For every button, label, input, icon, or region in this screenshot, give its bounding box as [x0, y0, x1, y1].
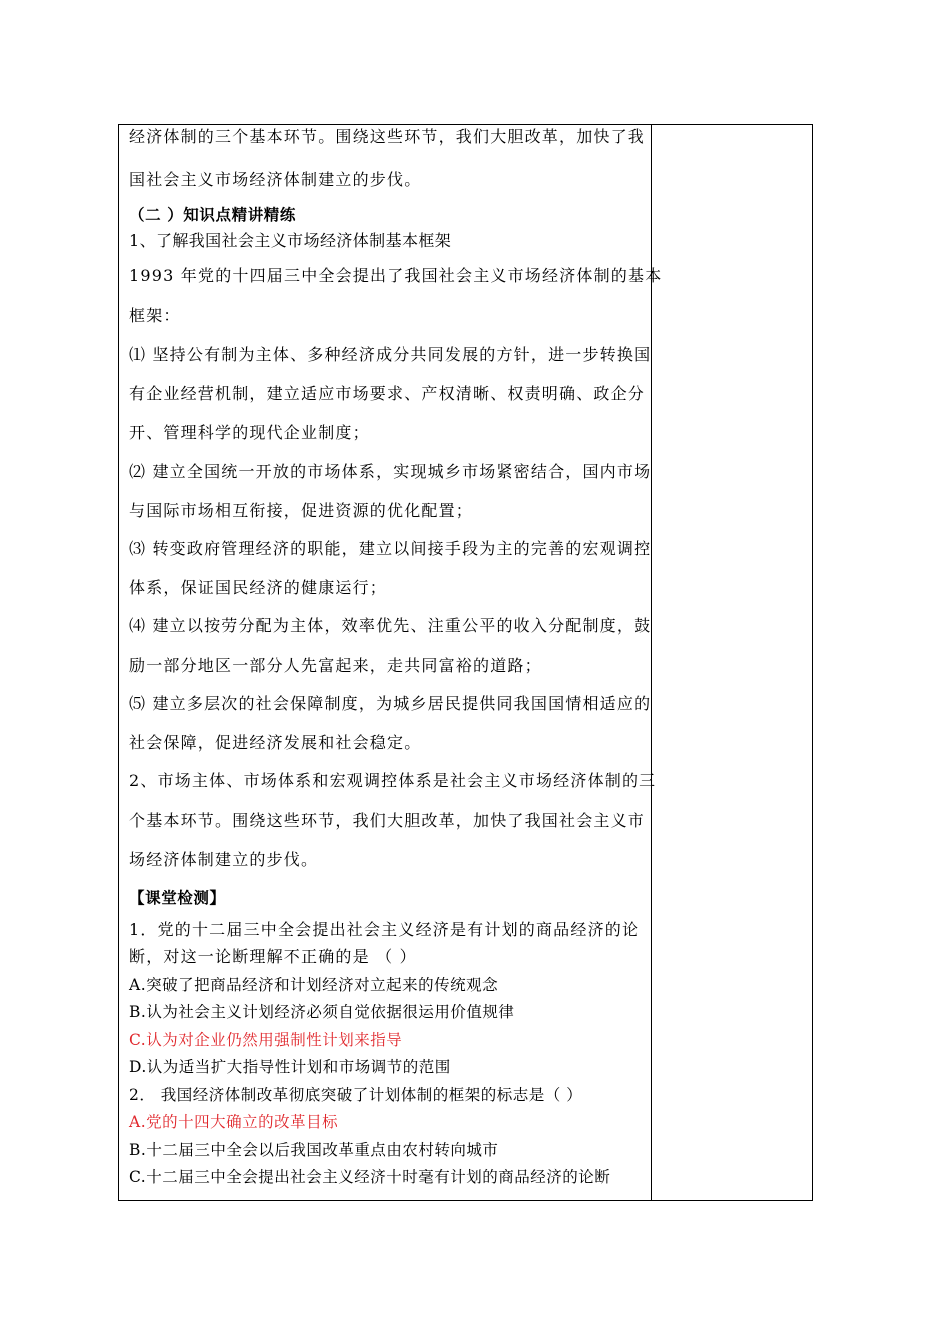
- item-4-line: ⑷ 建立以按劳分配为主体，效率优先、注重公平的收入分配制度，鼓: [129, 616, 652, 635]
- question-2-stem: 2． 我国经济体制改革彻底突破了计划体制的框架的标志是（ ）: [129, 1086, 583, 1104]
- subheading-2-line: 场经济体制建立的步伐。: [129, 850, 319, 869]
- item-1-line: 开、管理科学的现代企业制度；: [129, 423, 370, 442]
- quiz-heading: 【课堂检测】: [129, 889, 226, 907]
- section-heading: （二 ）知识点精讲精练: [129, 206, 296, 224]
- item-3-line: ⑶ 转变政府管理经济的职能，建立以间接手段为主的完善的宏观调控: [129, 539, 652, 558]
- subheading-2-line: 2、市场主体、市场体系和宏观调控体系是社会主义市场经济体制的三: [129, 771, 657, 790]
- subheading-2-line: 个基本环节。围绕这些环节，我们大胆改革，加快了我国社会主义市: [129, 811, 646, 830]
- item-2-line: ⑵ 建立全国统一开放的市场体系，实现城乡市场紧密结合，国内市场: [129, 462, 652, 481]
- question-1-option-d: D.认为适当扩大指导性计划和市场调节的范围: [129, 1058, 451, 1076]
- subheading-1: 1、了解我国社会主义市场经济体制基本框架: [129, 231, 452, 250]
- question-2-option-b: B.十二届三中全会以后我国改革重点由农村转向城市: [129, 1141, 499, 1159]
- item-3-line: 体系，保证国民经济的健康运行；: [129, 578, 388, 597]
- question-1-option-a: A.突破了把商品经济和计划经济对立起来的传统观念: [129, 976, 499, 994]
- question-1-option-b: B.认为社会主义计划经济必须自觉依据很运用价值规律: [129, 1003, 515, 1021]
- intro-line: 国社会主义市场经济体制建立的步伐。: [129, 170, 422, 189]
- paragraph-line: 1993 年党的十四届三中全会提出了我国社会主义市场经济体制的基本: [129, 266, 663, 285]
- question-2-option-c: C.十二届三中全会提出社会主义经济十时毫有计划的商品经济的论断: [129, 1168, 611, 1186]
- question-2-option-a-answer: A.党的十四大确立的改革目标: [129, 1113, 339, 1131]
- item-1-line: ⑴ 坚持公有制为主体、多种经济成分共同发展的方针，进一步转换国: [129, 345, 652, 364]
- question-1-stem: 1．党的十二届三中全会提出社会主义经济是有计划的商品经济的论: [129, 920, 640, 939]
- question-1-stem: 断，对这一论断理解不正确的是 （ ）: [129, 947, 417, 966]
- question-1-option-c-answer: C.认为对企业仍然用强制性计划来指导: [129, 1031, 403, 1049]
- intro-line: 经济体制的三个基本环节。围绕这些环节，我们大胆改革，加快了我: [129, 127, 646, 146]
- item-2-line: 与国际市场相互衔接，促进资源的优化配置；: [129, 501, 474, 520]
- content-table: [118, 124, 813, 1201]
- paragraph-line: 框架：: [129, 306, 181, 325]
- item-1-line: 有企业经营机制，建立适应市场要求、产权清晰、权责明确、政企分: [129, 384, 646, 403]
- item-5-line: 社会保障，促进经济发展和社会稳定。: [129, 733, 422, 752]
- item-4-line: 励一部分地区一部分人先富起来，走共同富裕的道路；: [129, 656, 542, 675]
- column-divider: [651, 125, 652, 1200]
- item-5-line: ⑸ 建立多层次的社会保障制度，为城乡居民提供同我国国情相适应的: [129, 694, 652, 713]
